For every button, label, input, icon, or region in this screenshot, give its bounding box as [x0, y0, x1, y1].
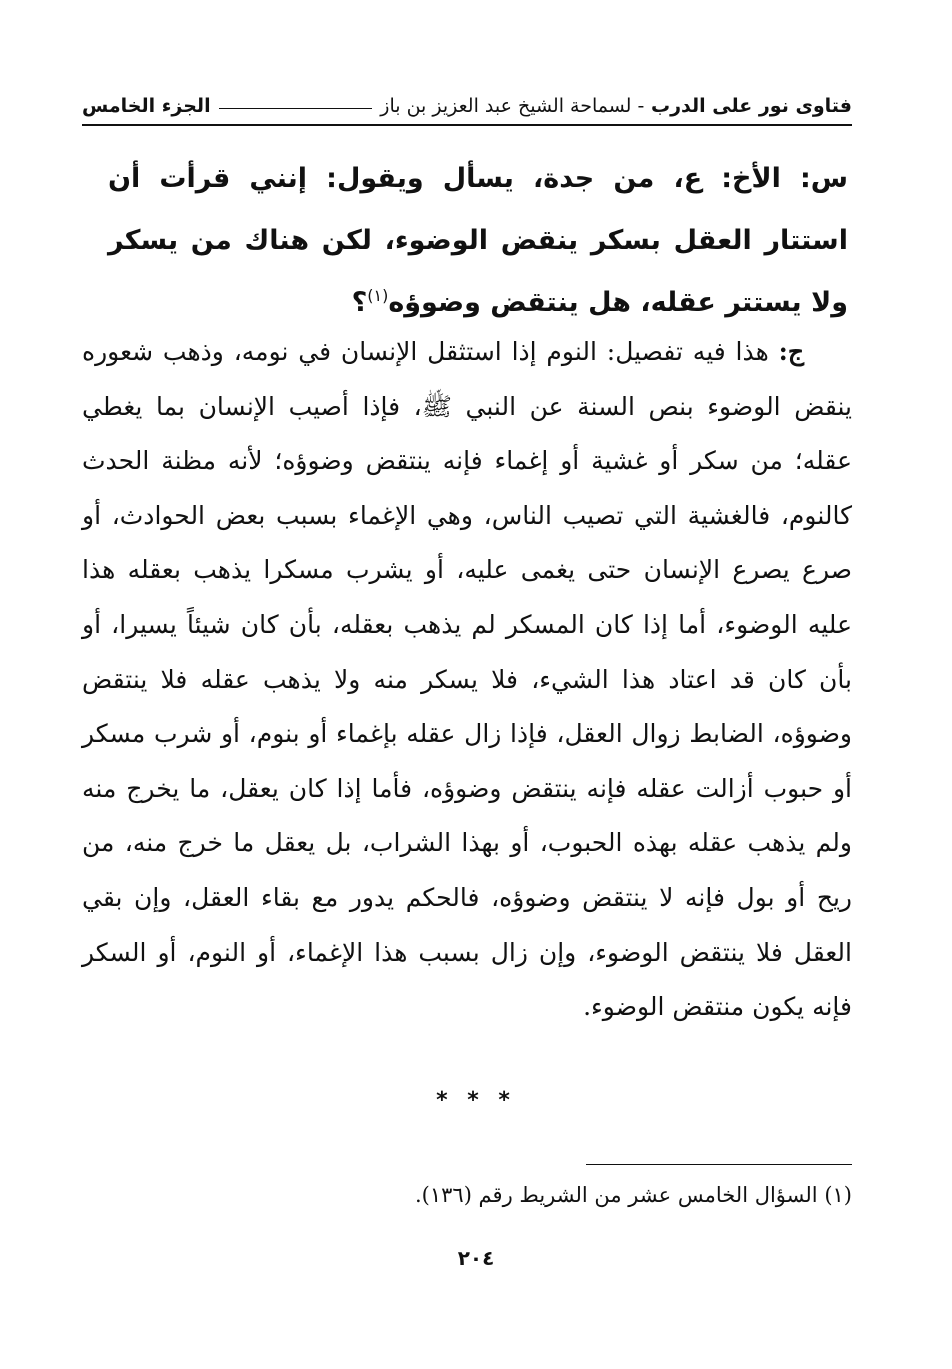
question-label: س:	[799, 163, 849, 194]
footnote-divider	[586, 1164, 852, 1165]
answer-label: ج:	[778, 337, 804, 366]
header-dash-rule	[219, 108, 373, 109]
question-mark: ؟	[351, 287, 368, 318]
running-header	[82, 88, 852, 126]
footnote	[300, 1180, 852, 1210]
running-header-title	[380, 95, 852, 117]
answer-indent	[804, 337, 852, 366]
section-separator: * * *	[436, 1088, 516, 1113]
question-text: الأخ: ع، من جدة، يسأل ويقول: إنني قرأت أن استتار العقل بسكر ينقض الوضوء، لكن هناك من يسكر ولا يستتر عقله، هل ينتقض وضوؤه	[108, 163, 848, 318]
answer-text: هذا فيه تفصيل: النوم إذا استثقل الإنسان في نومه، وذهب شعوره ينقض الوضوء بنص السنة عن النبي ﷺ، فإذا أصيب الإنسان بما يغطي عقله؛ من سكر أو غشية أو إغماء فإنه ينتقض وضوؤه؛ لأنه مظنة الحدث كالنوم، فالغشية التي تصيب الناس، وهي الإغماء بسبب بعض الحوادث، أو صرع يصرع الإنسان حتى يغمى عليه، أو يشرب مسكرا يذهب بعقله هذا عليه الوضوء، أما إذا كان المسكر لم يذهب بعقله، بأن كان شيئاً يسيرا، أو بأن كان قد اعتاد هذا الشيء، فلا يسكر منه ولا يذهب عقله فلا ينتقض وضوؤه، الضابط زوال العقل، فإذا زال عقله بإغماء أو بنوم، أو شرب مسكر أو حبوب أزالت عقله فإنه ينتقض وضوؤه، فأما إذا كان يعقل، ما يخرج منه ولم يذهب عقله بهذه الحبوب، أو بهذا الشراب، بل يعقل ما خرج منه، من ريح أو بول فإنه لا ينتقض وضوؤه، فالحكم يدور مع بقاء العقل، وإن بقي العقل فلا ينتقض الوضوء، وإن زال بسبب هذا الإغماء، أو النوم، أو السكر فإنه يكون منتقض الوضوء.	[82, 337, 852, 1022]
book-title: فتاوى نور على الدرب	[651, 95, 852, 117]
footnote-text: السؤال الخامس عشر من الشريط رقم (١٣٦).	[414, 1183, 818, 1207]
footnote-marker: (١)	[824, 1183, 852, 1207]
volume-label: الجزء الخامس	[82, 95, 211, 117]
question-paragraph	[108, 148, 848, 334]
author-line: - لسماحة الشيخ عبد العزيز بن باز	[380, 95, 645, 117]
answer-paragraph	[82, 325, 852, 1035]
footnote-reference[interactable]: (١)	[367, 286, 389, 305]
page-number: ٢٠٤	[457, 1246, 495, 1270]
